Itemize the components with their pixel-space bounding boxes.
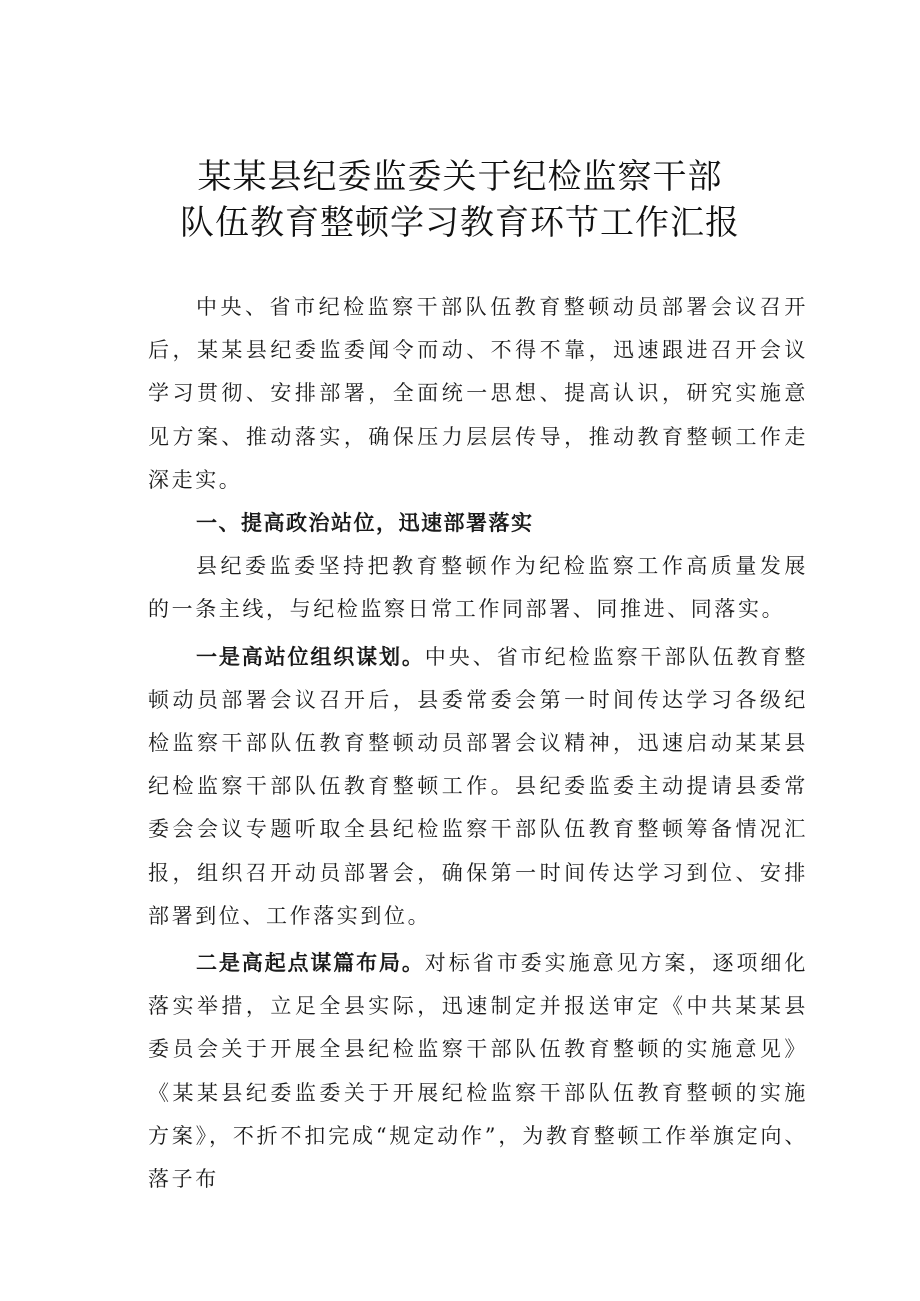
point-1-lead: 一是高站位组织谋划。 bbox=[196, 644, 425, 669]
point-1-text: 中央、省市纪检监察干部队伍教育整顿动员部署会议召开后，县委常委会第一时间传达学习各级纪检监察干部队伍教育整顿动员部署会议精神，迅速启动某某县纪检监察干部队伍教育整顿工作。县纪委监委主动提请县委常委会会议专题听取全县纪检监察干部队伍教育整顿筹备情况汇报，组织召开动员部署会，确保第一时间传达学习到位、安排部署到位、工作落实到位。 bbox=[148, 644, 808, 928]
point-2-paragraph bbox=[148, 942, 808, 1201]
document-title-line-1: 某某县纪委监委关于纪检监察干部 bbox=[197, 157, 723, 197]
document-title-line-2: 队伍教育整顿学习教育环节工作汇报 bbox=[180, 203, 740, 243]
point-1-paragraph bbox=[148, 636, 808, 938]
section-1-intro-paragraph: 县纪委监委坚持把教育整顿作为纪检监察工作高质量发展的一条主线，与纪检监察日常工作同部署、同推进、同落实。 bbox=[148, 554, 808, 622]
section-1-heading: 一、提高政治站位，迅速部署落实 bbox=[196, 511, 534, 536]
point-2-lead: 二是高起点谋篇布局。 bbox=[196, 951, 425, 976]
intro-paragraph: 中央、省市纪检监察干部队伍教育整顿动员部署会议召开后，某某县纪委监委闻令而动、不得不靠，迅速跟进召开会议学习贯彻、安排部署，全面统一思想、提高认识，研究实施意见方案、推动落实，确保压力层层传导，推动教育整顿工作走深走实。 bbox=[148, 295, 808, 492]
point-2-text: 对标省市委实施意见方案，逐项细化落实举措，立足全县实际，迅速制定并报送审定《中共某某县委员会关于开展全县纪检监察干部队伍教育整顿的实施意见》《某某县纪委监委关于开展纪检监察干部队伍教育整顿的实施方案》，不折不扣完成“规定动作”，为教育整顿工作举旗定向、落子布 bbox=[148, 951, 808, 1192]
document-body bbox=[148, 286, 808, 1201]
